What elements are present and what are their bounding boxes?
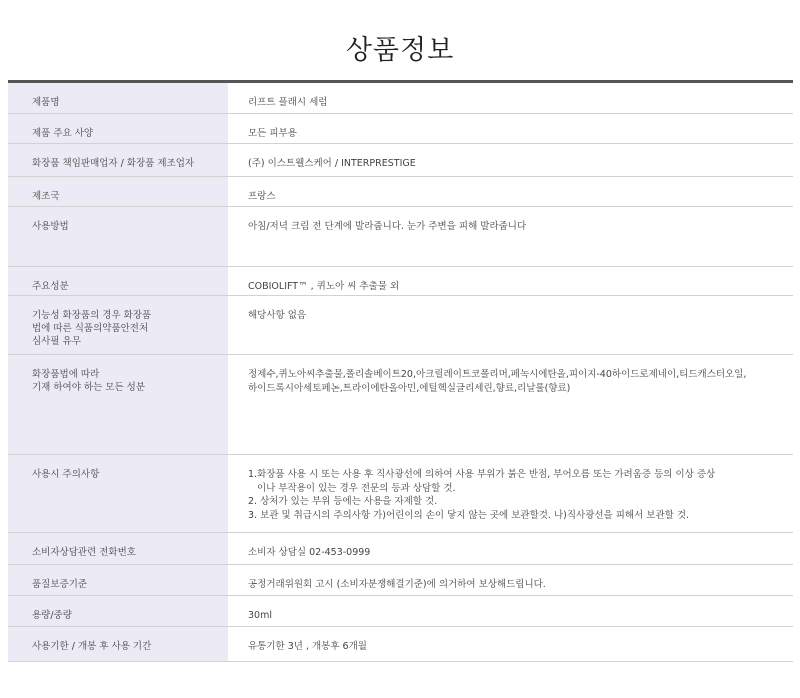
row-value: 리프트 플래시 세럼 [228, 82, 793, 114]
row-value: 모든 피부용 [228, 114, 793, 144]
table-row [8, 177, 793, 207]
row-label: 용량/중량 [8, 596, 228, 627]
table-row [8, 596, 793, 627]
row-label: 품질보증기준 [8, 565, 228, 596]
row-label: 제품 주요 사양 [8, 114, 228, 144]
row-value: 소비자 상담실 02-453-0999 [228, 533, 793, 565]
row-value: 1.화장품 사용 시 또는 사용 후 직사광선에 의하여 사용 부위가 붉은 반점, 부어오름 또는 가려움증 등의 이상 증상 이나 부작용이 있는 경우 전문의 등과 상담할 것. 2. 상처가 있는 부위 등에는 사용을 자제할 것. 3. 보관 및 취급시의 주의사항 가)어린이의 손이 닿지 않는 곳에 보관할것. 나)직사광선을 피해서 보관할 것. [228, 455, 793, 533]
page-title: 상품정보 [345, 35, 455, 66]
row-value: (주) 이스트웰스케어 / INTERPRESTIGE [228, 144, 793, 177]
table-row [8, 296, 793, 355]
table-row [8, 355, 793, 455]
row-label: 제조국 [8, 177, 228, 207]
row-value: COBIOLIFT™ , 퀴노아 씨 추출물 외 [228, 267, 793, 296]
table-row [8, 455, 793, 533]
table-row [8, 533, 793, 565]
row-label: 사용방법 [8, 207, 228, 267]
product-info-table [8, 80, 793, 662]
row-label: 사용기한 / 개봉 후 사용 기간 [8, 627, 228, 662]
table-row [8, 207, 793, 267]
row-label: 주요성분 [8, 267, 228, 296]
table-row [8, 144, 793, 177]
row-value: 30ml [228, 596, 793, 627]
table-row [8, 627, 793, 662]
row-label: 화장품법에 따라 기재 하여야 하는 모든 성분 [8, 355, 228, 455]
table-row [8, 565, 793, 596]
table-row [8, 82, 793, 114]
table-row [8, 267, 793, 296]
row-value: 해당사항 없음 [228, 296, 793, 355]
row-label: 제품명 [8, 82, 228, 114]
table-row [8, 114, 793, 144]
row-value: 정제수,퀴노아씨추출물,폴리솔베이트20,아크릴레이트코폴리머,페녹시에탄올,피이지-40하이드로제네이,티드캐스터오일, 하이드록시아세토페논,트라이에탄올아민,에틸헥실글리세린,향료,리날룰(향료) [228, 355, 793, 455]
row-value: 유통기한 3년 , 개봉후 6개월 [228, 627, 793, 662]
row-label: 사용시 주의사항 [8, 455, 228, 533]
row-value: 프랑스 [228, 177, 793, 207]
row-value: 공정거래위원회 고시 (소비자분쟁해결기준)에 의거하여 보상해드립니다. [228, 565, 793, 596]
row-label: 기능성 화장품의 경우 화장품 법에 따른 식품의약품안전처 심사필 유무 [8, 296, 228, 355]
row-label: 화장품 책임판매업자 / 화장품 제조업자 [8, 144, 228, 177]
row-value: 아침/저녁 크림 전 단계에 발라줍니다. 눈가 주변을 피해 발라줍니다 [228, 207, 793, 267]
row-label: 소비자상담관련 전화번호 [8, 533, 228, 565]
